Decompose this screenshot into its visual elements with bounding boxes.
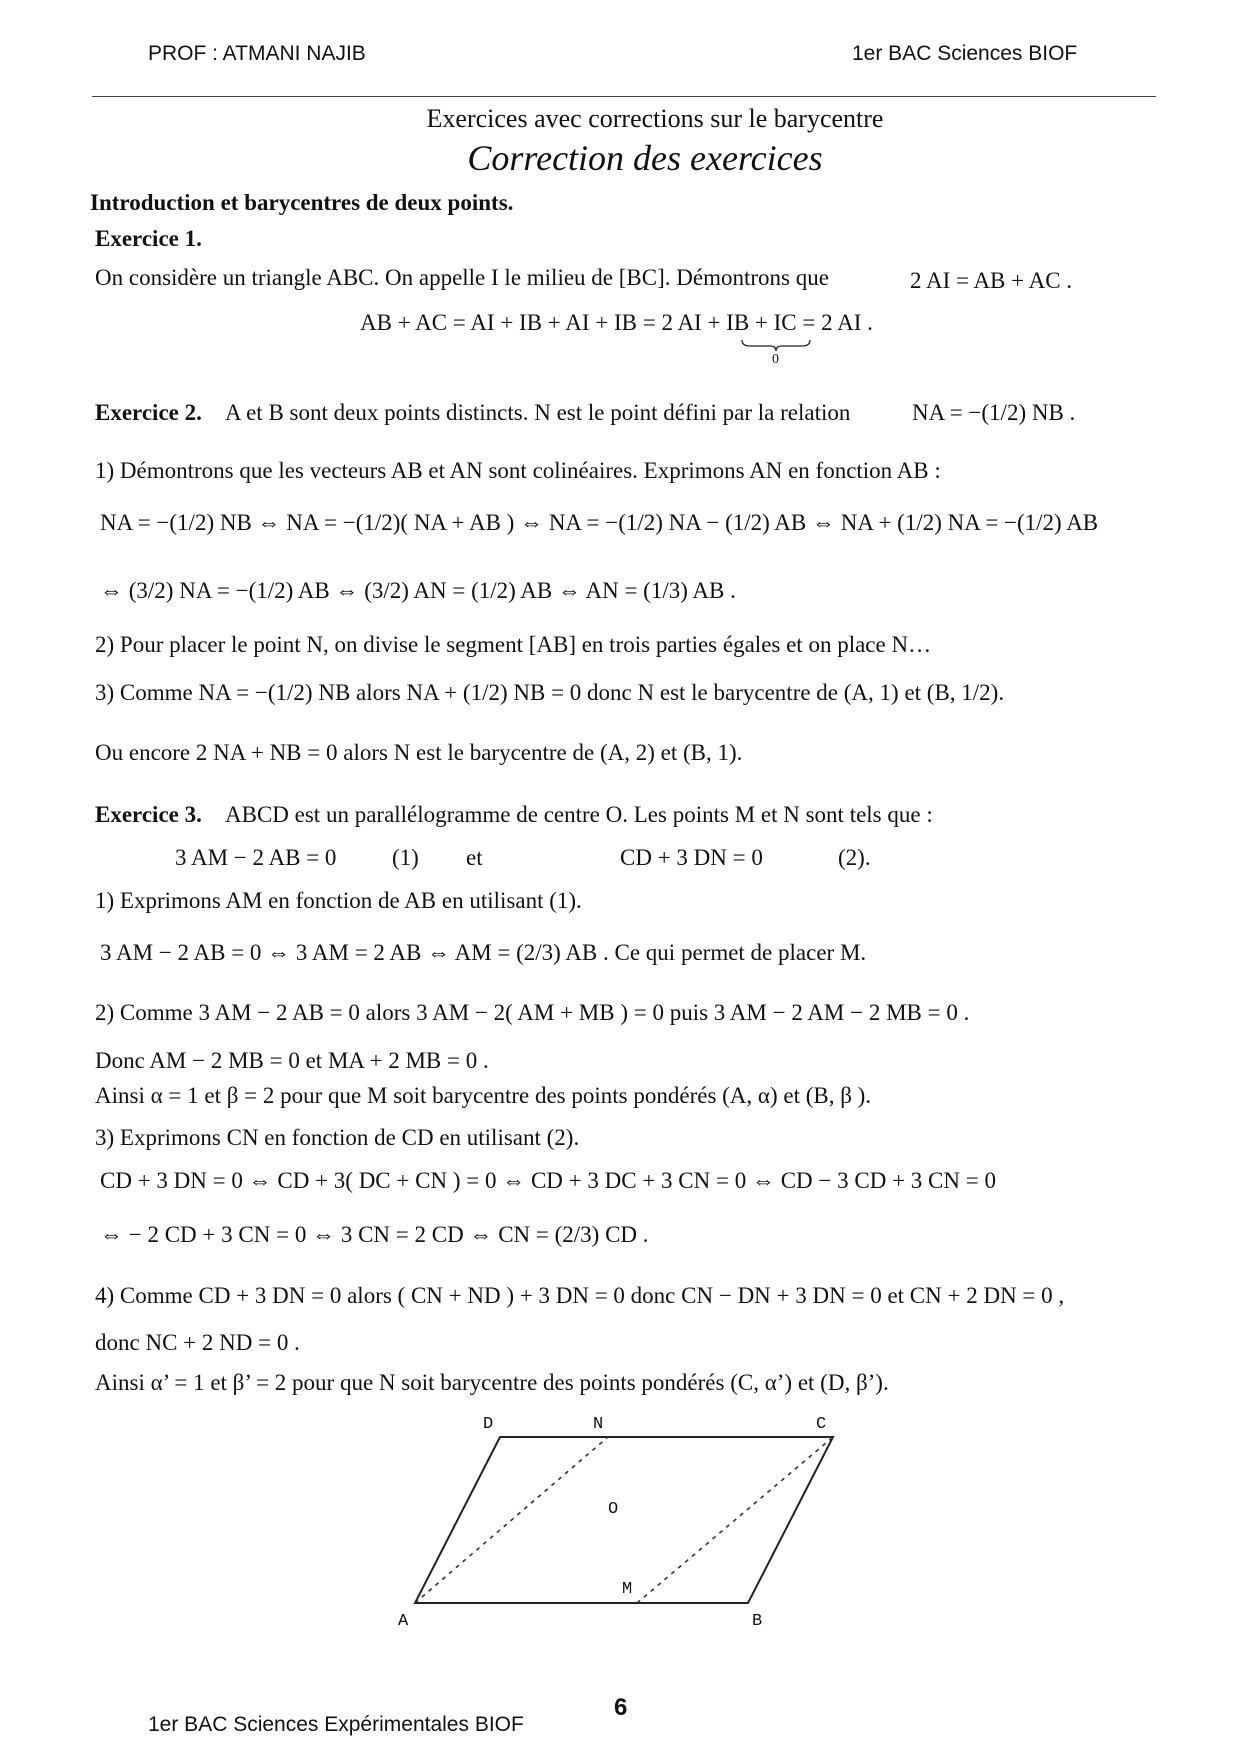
parallelogram-ABCD: [415, 1437, 833, 1603]
ex2-eq-line1: NA = −(1/2) NB ⇔ NA = −(1/2)( NA + AB ) ⇔ NA = −(1/2) NA − (1/2) AB ⇔ NA + (1/2) NA = −(1/2) AB: [100, 510, 1099, 535]
label-N: N: [593, 1415, 604, 1434]
document-subtitle: Exercices avec corrections sur le barycentre: [426, 104, 884, 133]
ex2-statement: A et B sont deux points distincts. N est le point défini par la relation: [225, 400, 851, 425]
ex3-q4c: Ainsi α’ = 1 et β’ = 2 pour que N soit barycentre des points pondérés (C, α’) et (D, β’).: [95, 1370, 889, 1395]
ex3-q4b: donc NC + 2 ND = 0 .: [95, 1330, 300, 1355]
ex3-eq1: 3 AM − 2 AB = 0: [175, 845, 337, 870]
ex3-heading: Exercice 3.: [95, 802, 202, 827]
ex3-q1-eq: 3 AM − 2 AB = 0 ⇔ 3 AM = 2 AB ⇔ AM = (2/3) AB . Ce qui permet de placer M.: [100, 940, 867, 965]
ex3-statement: ABCD est un parallélogramme de centre O. Les points M et N sont tels que :: [225, 802, 933, 827]
ex1-proof: AB + AC = AI + IB + AI + IB = 2 AI + IB + IC = 2 AI .: [360, 310, 873, 335]
segment-MC: [637, 1437, 833, 1603]
ex1-heading: Exercice 1.: [95, 226, 202, 251]
ex2-relation: NA = −(1/2) NB .: [912, 400, 1076, 425]
ex3-eq2-label: (2).: [838, 845, 871, 870]
ex3-eq2: CD + 3 DN = 0: [620, 845, 763, 870]
ex2-q1: 1) Démontrons que les vecteurs AB et AN sont colinéaires. Exprimons AN en fonction AB :: [95, 458, 941, 483]
ex2-q3: 3) Comme NA = −(1/2) NB alors NA + (1/2) NB = 0 donc N est le barycentre de (A, 1) et (B, 1/2).: [95, 680, 1005, 705]
ex3-q4: 4) Comme CD + 3 DN = 0 alors ( CN + ND ) + 3 DN = 0 donc CN − DN + 3 DN = 0 et CN + 2 DN = 0 ,: [95, 1283, 1065, 1308]
label-B: B: [752, 1612, 763, 1631]
ex2-q2: 2) Pour placer le point N, on divise le segment [AB] en trois parties égales et on place N…: [95, 632, 932, 657]
label-C: C: [816, 1415, 827, 1434]
label-M: M: [622, 1580, 633, 1599]
ex3-q2: 2) Comme 3 AM − 2 AB = 0 alors 3 AM − 2( AM + MB ) = 0 puis 3 AM − 2 AM − 2 MB = 0 .: [95, 1000, 970, 1025]
footer-text: 1er BAC Sciences Expérimentales BIOF: [148, 1713, 524, 1736]
segment-AN: [415, 1437, 608, 1603]
ex1-goal: 2 AI = AB + AC .: [910, 268, 1073, 293]
ex2-q3b: Ou encore 2 NA + NB = 0 alors N est le barycentre de (A, 2) et (B, 1).: [95, 740, 743, 765]
ex3-q2b: Donc AM − 2 MB = 0 et MA + 2 MB = 0 .: [95, 1048, 489, 1073]
underbrace-label: 0: [772, 352, 779, 367]
label-D: D: [483, 1415, 494, 1434]
ex3-eq1-label: (1): [392, 845, 419, 870]
page-number: 6: [614, 1694, 628, 1721]
page-title: Correction des exercices: [467, 138, 823, 178]
ex3-q1: 1) Exprimons AM en fonction de AB en utilisant (1).: [95, 888, 582, 913]
ex2-heading: Exercice 2.: [95, 400, 202, 425]
ex3-q3-eq1: CD + 3 DN = 0 ⇔ CD + 3( DC + CN ) = 0 ⇔ CD + 3 DC + 3 CN = 0 ⇔ CD − 3 CD + 3 CN = 0: [100, 1168, 996, 1193]
ex2-eq-line2: ⇔ (3/2) NA = −(1/2) AB ⇔ (3/2) AN = (1/2) AB ⇔ AN = (1/3) AB .: [100, 578, 736, 603]
ex3-q3-eq2: ⇔ − 2 CD + 3 CN = 0 ⇔ 3 CN = 2 CD ⇔ CN = (2/3) CD .: [100, 1222, 649, 1247]
label-A: A: [398, 1612, 409, 1631]
header-class: 1er BAC Sciences BIOF: [852, 42, 1078, 65]
header-author: PROF : ATMANI NAJIB: [148, 42, 366, 65]
section-title: Introduction et barycentres de deux points.: [90, 190, 514, 215]
ex3-conj: et: [466, 845, 483, 870]
ex3-q2c: Ainsi α = 1 et β = 2 pour que M soit barycentre des points pondérés (A, α) et (B, β ).: [95, 1083, 872, 1108]
ex3-q3: 3) Exprimons CN en fonction de CD en utilisant (2).: [95, 1125, 580, 1150]
ex1-statement: On considère un triangle ABC. On appelle I le milieu de [BC]. Démontrons que: [95, 265, 829, 290]
label-O: O: [608, 1500, 619, 1519]
